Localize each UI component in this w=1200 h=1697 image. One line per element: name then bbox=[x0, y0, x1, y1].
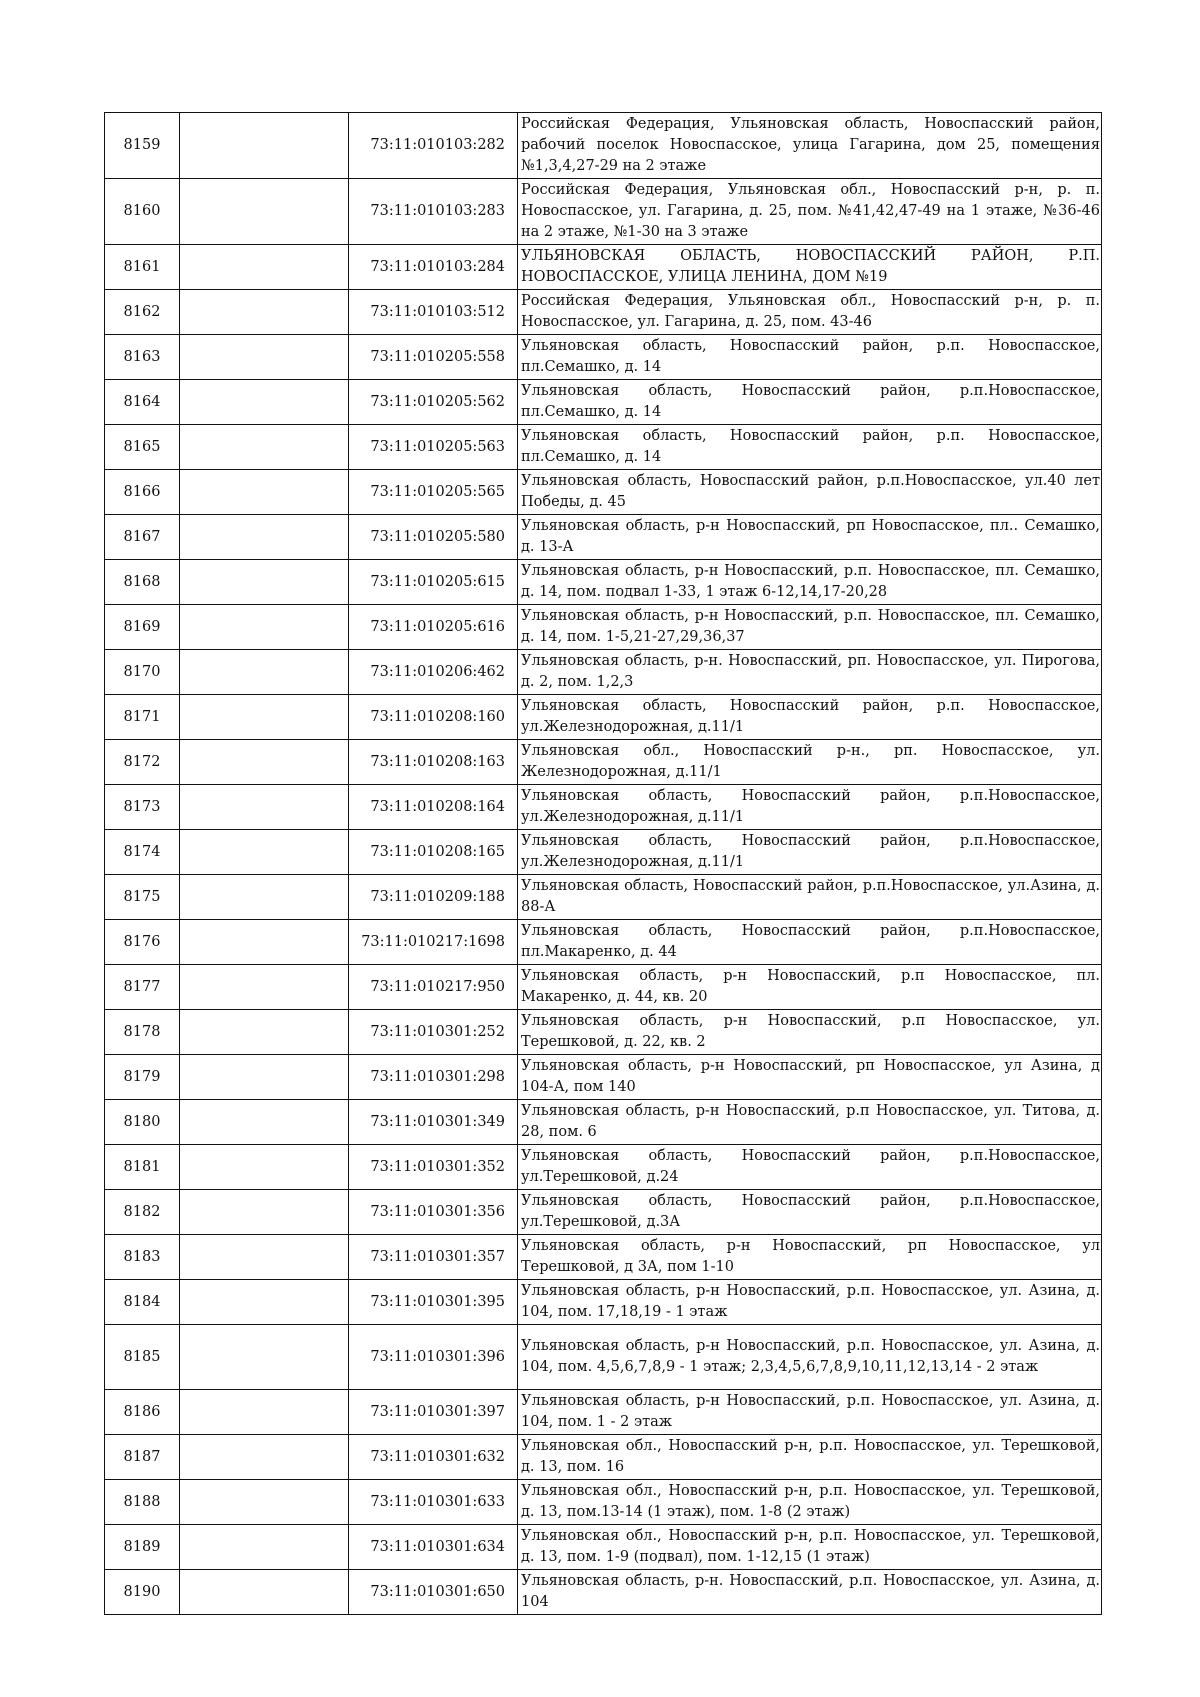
empty-cell bbox=[180, 1145, 349, 1190]
cadastral-number-cell: 73:11:010301:356 bbox=[349, 1190, 518, 1235]
row-number-cell: 8172 bbox=[105, 740, 180, 785]
cadastral-number-cell: 73:11:010301:395 bbox=[349, 1280, 518, 1325]
address-text: Ульяновская область, р-н Новоспасский, р.п. Новоспасское, ул. Азина, д. 104, пом. 17,18,19 - 1 этаж bbox=[521, 1283, 1100, 1320]
address-text: УЛЬЯНОВСКАЯ ОБЛАСТЬ, НОВОСПАССКИЙ РАЙОН, Р.П. НОВОСПАССКОЕ, УЛИЦА ЛЕНИНА, ДОМ №19 bbox=[521, 248, 1100, 285]
row-number-cell: 8183 bbox=[105, 1235, 180, 1280]
empty-cell bbox=[180, 695, 349, 740]
address-cell bbox=[518, 470, 1102, 515]
cadastral-number-cell: 73:11:010205:580 bbox=[349, 515, 518, 560]
address-cell bbox=[518, 1435, 1102, 1480]
cadastral-number-cell: 73:11:010301:397 bbox=[349, 1390, 518, 1435]
empty-cell bbox=[180, 113, 349, 179]
cadastral-number-cell: 73:11:010103:282 bbox=[349, 113, 518, 179]
address-text: Ульяновская область, р-н Новоспасский, рп Новоспасское, ул Терешковой, д 3А, пом 1-10 bbox=[521, 1238, 1100, 1275]
empty-cell bbox=[180, 179, 349, 245]
address-cell bbox=[518, 1570, 1102, 1615]
table-row bbox=[105, 1480, 1102, 1525]
address-text: Ульяновская область, Новоспасский район, р.п. Новоспасское, ул.Железнодорожная, д.11/1 bbox=[521, 698, 1100, 735]
table-row bbox=[105, 470, 1102, 515]
cadastral-number-cell: 73:11:010103:284 bbox=[349, 245, 518, 290]
cadastral-number-cell: 73:11:010301:396 bbox=[349, 1325, 518, 1390]
address-cell bbox=[518, 650, 1102, 695]
address-cell bbox=[518, 515, 1102, 560]
row-number-cell: 8171 bbox=[105, 695, 180, 740]
address-cell bbox=[518, 1055, 1102, 1100]
cadastral-number-cell: 73:11:010217:950 bbox=[349, 965, 518, 1010]
table-row bbox=[105, 290, 1102, 335]
address-text: Ульяновская область, р-н Новоспасский, р.п. Новоспасское, пл. Семашко, д. 14, пом. 1-5,21-27,29,36,37 bbox=[521, 608, 1100, 645]
row-number-cell: 8189 bbox=[105, 1525, 180, 1570]
table-row bbox=[105, 1190, 1102, 1235]
row-number-cell: 8180 bbox=[105, 1100, 180, 1145]
address-text: Ульяновская область, Новоспасский район, р.п.Новоспасское, ул.Азина, д. 88-А bbox=[521, 878, 1100, 915]
empty-cell bbox=[180, 425, 349, 470]
empty-cell bbox=[180, 740, 349, 785]
address-cell bbox=[518, 875, 1102, 920]
address-cell bbox=[518, 335, 1102, 380]
table-row bbox=[105, 605, 1102, 650]
empty-cell bbox=[180, 1435, 349, 1480]
row-number-cell: 8169 bbox=[105, 605, 180, 650]
address-cell bbox=[518, 1235, 1102, 1280]
row-number-cell: 8190 bbox=[105, 1570, 180, 1615]
cadastral-number-cell: 73:11:010301:632 bbox=[349, 1435, 518, 1480]
address-text: Ульяновская область, р-н Новоспасский, р.п Новоспасское, ул. Титова, д. 28, пом. 6 bbox=[521, 1103, 1100, 1140]
empty-cell bbox=[180, 1190, 349, 1235]
row-number-cell: 8188 bbox=[105, 1480, 180, 1525]
empty-cell bbox=[180, 1570, 349, 1615]
empty-cell bbox=[180, 920, 349, 965]
cadastral-number-cell: 73:11:010208:160 bbox=[349, 695, 518, 740]
address-cell bbox=[518, 830, 1102, 875]
empty-cell bbox=[180, 515, 349, 560]
address-cell bbox=[518, 560, 1102, 605]
address-text: Ульяновская обл., Новоспасский р-н, р.п. Новоспасское, ул. Терешковой, д. 13, пом. 16 bbox=[521, 1438, 1100, 1475]
cadastral-number-cell: 73:11:010206:462 bbox=[349, 650, 518, 695]
address-cell bbox=[518, 1480, 1102, 1525]
address-text: Российская Федерация, Ульяновская обл., Новоспасский р-н, р. п. Новоспасское, ул. Гагарина, д. 25, пом. №41,42,47-49 на 1 этаже, №36-46 на 2 этаже, №1-30 на 3 этаже bbox=[521, 182, 1100, 240]
address-cell bbox=[518, 1390, 1102, 1435]
address-text: Ульяновская область, Новоспасский район, р.п.Новоспасское, ул.Железнодорожная, д.11/1 bbox=[521, 788, 1100, 825]
empty-cell bbox=[180, 875, 349, 920]
empty-cell bbox=[180, 1480, 349, 1525]
address-cell bbox=[518, 785, 1102, 830]
cadastral-number-cell: 73:11:010301:298 bbox=[349, 1055, 518, 1100]
cadastral-number-cell: 73:11:010205:558 bbox=[349, 335, 518, 380]
row-number-cell: 8164 bbox=[105, 380, 180, 425]
table-row bbox=[105, 1390, 1102, 1435]
table-row bbox=[105, 179, 1102, 245]
table-row bbox=[105, 515, 1102, 560]
empty-cell bbox=[180, 1325, 349, 1390]
address-cell bbox=[518, 605, 1102, 650]
address-text: Ульяновская область, р-н Новоспасский, рп Новоспасское, пл.. Семашко, д. 13-А bbox=[521, 518, 1100, 555]
table-row bbox=[105, 1055, 1102, 1100]
cadastral-number-cell: 73:11:010205:562 bbox=[349, 380, 518, 425]
address-cell bbox=[518, 380, 1102, 425]
address-text: Ульяновская область, р-н. Новоспасский, рп. Новоспасское, ул. Пирогова, д. 2, пом. 1,2,3 bbox=[521, 653, 1100, 690]
address-text: Российская Федерация, Ульяновская область, Новоспасский район, рабочий поселок Новоспасское, улица Гагарина, дом 25, помещения №1,3,4,27-29 на 2 этаже bbox=[521, 116, 1100, 174]
cadastral-number-cell: 73:11:010217:1698 bbox=[349, 920, 518, 965]
cadastral-number-cell: 73:11:010301:352 bbox=[349, 1145, 518, 1190]
table-row bbox=[105, 965, 1102, 1010]
cadastral-number-cell: 73:11:010205:616 bbox=[349, 605, 518, 650]
address-cell bbox=[518, 920, 1102, 965]
table-body bbox=[105, 113, 1102, 1615]
row-number-cell: 8159 bbox=[105, 113, 180, 179]
row-number-cell: 8175 bbox=[105, 875, 180, 920]
row-number-cell: 8176 bbox=[105, 920, 180, 965]
table-row bbox=[105, 1010, 1102, 1055]
empty-cell bbox=[180, 1525, 349, 1570]
address-text: Ульяновская обл., Новоспасский р-н, р.п. Новоспасское, ул. Терешковой, д. 13, пом.13-14 (1 этаж), пом. 1-8 (2 этаж) bbox=[521, 1483, 1100, 1520]
table-row bbox=[105, 1145, 1102, 1190]
empty-cell bbox=[180, 245, 349, 290]
row-number-cell: 8174 bbox=[105, 830, 180, 875]
cadastral-number-cell: 73:11:010205:563 bbox=[349, 425, 518, 470]
address-cell bbox=[518, 1525, 1102, 1570]
address-text: Ульяновская обл., Новоспасский р-н., рп. Новоспасское, ул. Железнодорожная, д.11/1 bbox=[521, 743, 1100, 780]
row-number-cell: 8161 bbox=[105, 245, 180, 290]
cadastral-number-cell: 73:11:010103:512 bbox=[349, 290, 518, 335]
cadastral-number-cell: 73:11:010209:188 bbox=[349, 875, 518, 920]
address-cell bbox=[518, 1280, 1102, 1325]
address-text: Ульяновская область, Новоспасский район, р.п.Новоспасское, ул.40 лет Победы, д. 45 bbox=[521, 473, 1100, 510]
address-text: Ульяновская область, р-н Новоспасский, р.п. Новоспасское, ул. Азина, д. 104, пом. 4,5,6,7,8,9 - 1 этаж; 2,3,4,5,6,7,8,9,10,11,12,13,14 - 2 этаж bbox=[521, 1338, 1100, 1375]
table-row bbox=[105, 1100, 1102, 1145]
cadastral-number-cell: 73:11:010301:650 bbox=[349, 1570, 518, 1615]
address-text: Ульяновская область, р-н Новоспасский, р.п Новоспасское, пл. Макаренко, д. 44, кв. 20 bbox=[521, 968, 1100, 1005]
address-cell bbox=[518, 1100, 1102, 1145]
empty-cell bbox=[180, 785, 349, 830]
row-number-cell: 8179 bbox=[105, 1055, 180, 1100]
cadastral-registry-table bbox=[104, 112, 1102, 1615]
table-row bbox=[105, 425, 1102, 470]
table-row bbox=[105, 650, 1102, 695]
address-cell bbox=[518, 425, 1102, 470]
address-text: Ульяновская область, р-н Новоспасский, р.п Новоспасское, ул. Терешковой, д. 22, кв. 2 bbox=[521, 1013, 1100, 1050]
empty-cell bbox=[180, 650, 349, 695]
address-cell bbox=[518, 695, 1102, 740]
address-text: Ульяновская область, Новоспасский район, р.п.Новоспасское, ул.Терешковой, д.24 bbox=[521, 1148, 1100, 1185]
row-number-cell: 8168 bbox=[105, 560, 180, 605]
cadastral-number-cell: 73:11:010301:634 bbox=[349, 1525, 518, 1570]
table-row bbox=[105, 1280, 1102, 1325]
address-text: Ульяновская область, Новоспасский район, р.п.Новоспасское, пл.Макаренко, д. 44 bbox=[521, 923, 1100, 960]
address-text: Ульяновская область, Новоспасский район, р.п.Новоспасское, пл.Семашко, д. 14 bbox=[521, 383, 1100, 420]
address-cell bbox=[518, 1145, 1102, 1190]
table-row bbox=[105, 920, 1102, 965]
row-number-cell: 8162 bbox=[105, 290, 180, 335]
table-row bbox=[105, 695, 1102, 740]
row-number-cell: 8173 bbox=[105, 785, 180, 830]
table-row bbox=[105, 113, 1102, 179]
table-row bbox=[105, 380, 1102, 425]
row-number-cell: 8182 bbox=[105, 1190, 180, 1235]
table-row bbox=[105, 335, 1102, 380]
address-cell bbox=[518, 290, 1102, 335]
row-number-cell: 8187 bbox=[105, 1435, 180, 1480]
address-text: Ульяновская область, Новоспасский район, р.п.Новоспасское, ул.Терешковой, д.3А bbox=[521, 1193, 1100, 1230]
row-number-cell: 8184 bbox=[105, 1280, 180, 1325]
row-number-cell: 8178 bbox=[105, 1010, 180, 1055]
empty-cell bbox=[180, 1390, 349, 1435]
row-number-cell: 8186 bbox=[105, 1390, 180, 1435]
address-cell bbox=[518, 113, 1102, 179]
empty-cell bbox=[180, 1100, 349, 1145]
table-row bbox=[105, 785, 1102, 830]
table-row bbox=[105, 1235, 1102, 1280]
address-text: Ульяновская область, Новоспасский район, р.п. Новоспасское, пл.Семашко, д. 14 bbox=[521, 338, 1100, 375]
row-number-cell: 8170 bbox=[105, 650, 180, 695]
row-number-cell: 8177 bbox=[105, 965, 180, 1010]
row-number-cell: 8166 bbox=[105, 470, 180, 515]
address-cell bbox=[518, 1325, 1102, 1390]
table-row bbox=[105, 560, 1102, 605]
empty-cell bbox=[180, 1235, 349, 1280]
empty-cell bbox=[180, 605, 349, 650]
empty-cell bbox=[180, 1010, 349, 1055]
cadastral-number-cell: 73:11:010205:565 bbox=[349, 470, 518, 515]
address-cell bbox=[518, 965, 1102, 1010]
empty-cell bbox=[180, 830, 349, 875]
address-cell bbox=[518, 245, 1102, 290]
address-cell bbox=[518, 1010, 1102, 1055]
row-number-cell: 8185 bbox=[105, 1325, 180, 1390]
cadastral-number-cell: 73:11:010301:357 bbox=[349, 1235, 518, 1280]
cadastral-number-cell: 73:11:010208:165 bbox=[349, 830, 518, 875]
row-number-cell: 8181 bbox=[105, 1145, 180, 1190]
cadastral-number-cell: 73:11:010205:615 bbox=[349, 560, 518, 605]
empty-cell bbox=[180, 470, 349, 515]
empty-cell bbox=[180, 380, 349, 425]
table-row bbox=[105, 1325, 1102, 1390]
address-text: Ульяновская область, Новоспасский район, р.п.Новоспасское, ул.Железнодорожная, д.11/1 bbox=[521, 833, 1100, 870]
address-cell bbox=[518, 1190, 1102, 1235]
table-row bbox=[105, 245, 1102, 290]
cadastral-number-cell: 73:11:010301:349 bbox=[349, 1100, 518, 1145]
address-text: Ульяновская область, р-н Новоспасский, рп Новоспасское, ул Азина, д 104-А, пом 140 bbox=[521, 1058, 1100, 1095]
cadastral-number-cell: 73:11:010301:633 bbox=[349, 1480, 518, 1525]
address-cell bbox=[518, 740, 1102, 785]
row-number-cell: 8165 bbox=[105, 425, 180, 470]
address-text: Российская Федерация, Ульяновская обл., Новоспасский р-н, р. п. Новоспасское, ул. Гагарина, д. 25, пом. 43-46 bbox=[521, 293, 1100, 330]
cadastral-number-cell: 73:11:010301:252 bbox=[349, 1010, 518, 1055]
empty-cell bbox=[180, 560, 349, 605]
address-text: Ульяновская область, р-н. Новоспасский, р.п. Новоспасское, ул. Азина, д. 104 bbox=[521, 1573, 1100, 1610]
table-row bbox=[105, 875, 1102, 920]
cadastral-number-cell: 73:11:010208:163 bbox=[349, 740, 518, 785]
cadastral-number-cell: 73:11:010103:283 bbox=[349, 179, 518, 245]
row-number-cell: 8163 bbox=[105, 335, 180, 380]
address-text: Ульяновская область, р-н Новоспасский, р.п. Новоспасское, ул. Азина, д. 104, пом. 1 - 2 этаж bbox=[521, 1393, 1100, 1430]
table-row bbox=[105, 1570, 1102, 1615]
empty-cell bbox=[180, 1055, 349, 1100]
address-cell bbox=[518, 179, 1102, 245]
table-row bbox=[105, 1525, 1102, 1570]
table-row bbox=[105, 830, 1102, 875]
address-text: Ульяновская область, р-н Новоспасский, р.п. Новоспасское, пл. Семашко, д. 14, пом. подвал 1-33, 1 этаж 6-12,14,17-20,28 bbox=[521, 563, 1100, 600]
address-text: Ульяновская обл., Новоспасский р-н, р.п. Новоспасское, ул. Терешковой, д. 13, пом. 1-9 (подвал), пом. 1-12,15 (1 этаж) bbox=[521, 1528, 1100, 1565]
table-row bbox=[105, 740, 1102, 785]
address-text: Ульяновская область, Новоспасский район, р.п. Новоспасское, пл.Семашко, д. 14 bbox=[521, 428, 1100, 465]
cadastral-number-cell: 73:11:010208:164 bbox=[349, 785, 518, 830]
empty-cell bbox=[180, 290, 349, 335]
empty-cell bbox=[180, 1280, 349, 1325]
empty-cell bbox=[180, 335, 349, 380]
empty-cell bbox=[180, 965, 349, 1010]
row-number-cell: 8160 bbox=[105, 179, 180, 245]
row-number-cell: 8167 bbox=[105, 515, 180, 560]
table-row bbox=[105, 1435, 1102, 1480]
